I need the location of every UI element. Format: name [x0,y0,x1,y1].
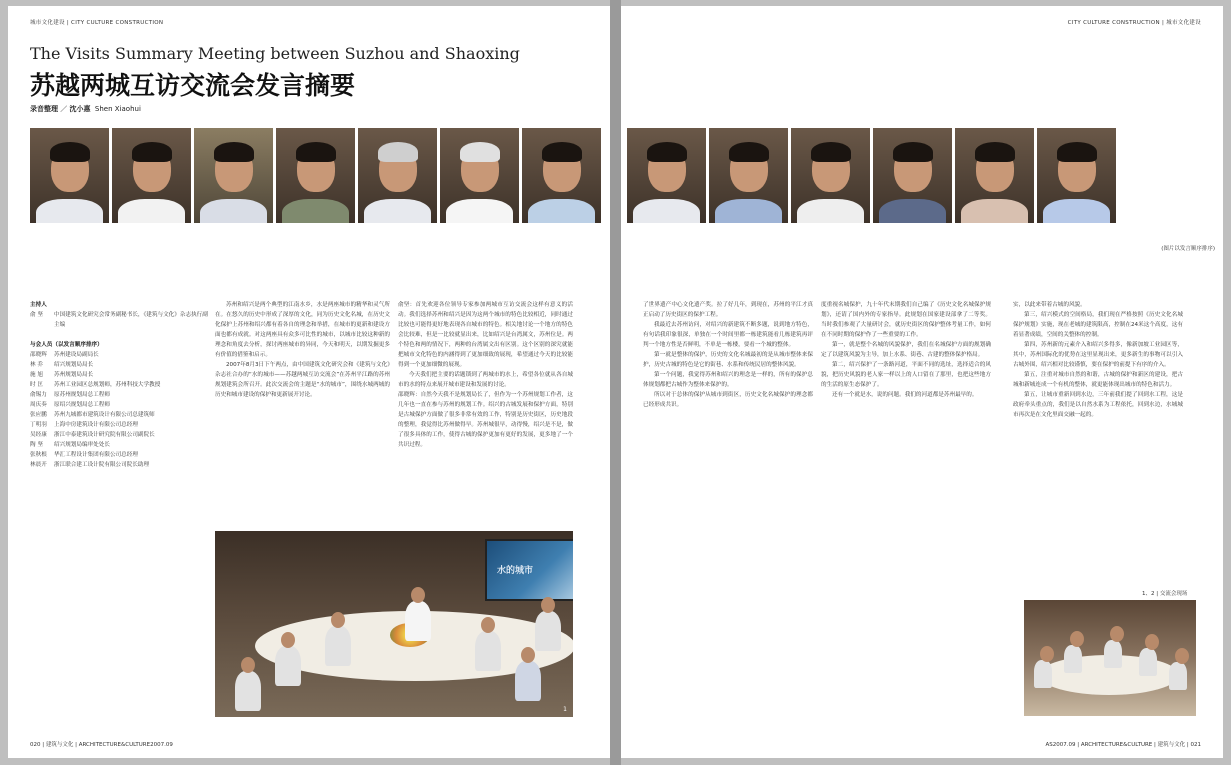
attendee-list [30,350,208,470]
speaker-portrait [112,128,191,223]
byline: 录音整理 ／ 沈小惠 Shen Xiaohui [30,105,141,113]
paragraph: 第五，注重对城市自然的和谐，古城的保护和新区的建设，把古城和新城连成一个有机的整体，就更能体现出城市的特色和活力。 [1013,372,1183,388]
attendee-row [30,440,208,450]
footer-right: AS2007.09 | ARCHITECTURE&CULTURE | 建筑与文化 | 021 [1045,742,1201,748]
speaker-portrait [194,128,273,223]
attendee-title: 浙江中泰建筑设计研究院有限公司副院长 [54,432,155,438]
speaker-portraits-right [627,128,1116,223]
projection-screen: 水的城市 [485,539,573,601]
paragraph: 所以对于总体的保护从城市到街区，历史文化名城保护的理念都已经形成共识。 [643,392,813,408]
meeting-photo [215,531,573,717]
speaker-portrait [791,128,870,223]
paragraph: 第三，绍兴模式的空间格局，我们现在严格按照《历史文化名城保护规划》实施，现在老城的建筑限高，控制在24米这个高度，这有着显著成绩，空间的关整体的控制。 [1013,312,1183,338]
participant-roster [30,300,208,470]
attendee-row [30,380,208,390]
attendee-title: 苏州工业园区总规划师，苏州科技大学教授 [54,382,161,388]
attendee-title: 苏州建设局副局长 [54,352,99,358]
paragraph: 第一个问题，我觉得苏州和绍兴的理念是一样的，所有的保护总体规划都把古城作为整体来保护的。 [643,372,813,388]
paragraph: 今天我们把主要的话题锁到了两城市的水上，希望各位就从各自城市的水的特点来展开城市建设和发展的讨论。 [398,372,573,388]
attendee-title: 苏州九城都市建筑设计有限公司总建筑师 [54,412,155,418]
portrait-caption: (图片以发言顺序排序) [1161,246,1215,252]
attendee-row [30,370,208,380]
attendee-row [30,350,208,360]
speaker-portrait [440,128,519,223]
attendee-title: 华汇工程设计集团有限公司总经理 [54,452,138,458]
attendee-title: 绍兴规划局局长 [54,362,94,368]
attendee-name: 丁明羽 [30,422,47,428]
byline-english: Shen Xiaohui [94,105,141,113]
attendee-title: 绍兴规划局编审处处长 [54,442,110,448]
paragraph: 我最近去苏州访问，对绍兴的新建筑不断多题，说到地方特色，有句话我印象很深，单独在一个时间里都一栋建筑能看几栋建筑再评判一个地方性是否鲜明，不单是一栋楼，要看一个城的整体。 [643,322,813,348]
host-title: 中国建筑文化研究会常务副秘书长，《建筑与文化》杂志执行副主编 [54,312,208,328]
speaker-portrait [955,128,1034,223]
running-head-left: 城市文化建设 | CITY CULTURE CONSTRUCTION [30,20,164,26]
running-head-right: CITY CULTURE CONSTRUCTION | 城市文化建设 [1067,20,1201,26]
speaker-portrait [522,128,601,223]
attendee-name: 林 乔 [30,362,43,368]
byline-label: 录音整理 [30,105,58,113]
attendee-name: 陶 坚 [30,442,43,448]
article-column-6 [1013,300,1183,585]
paragraph: 还有一个就是水，说的问题。我们的河道都是苏州最早的。 [832,392,978,398]
attendee-row [30,450,208,460]
paragraph: 第二，绍兴保护了一条路河道，平面不同的选址，选择适合的风貌，把历史风貌的老人家一样以上的人口留在了那里，也把这些地方的生活的原生态保护了。 [821,362,991,388]
attendee-row [30,420,208,430]
speaker-portrait [276,128,355,223]
speaker-portrait [627,128,706,223]
paragraph: 实，以此来带着古城的风貌。 [1013,302,1086,308]
spine-gutter [610,0,621,765]
attendee-name: 邵晓辉 [30,352,47,358]
attendee-heading: 与会人员（以发言顺序排序） [30,342,103,348]
attendee-row [30,390,208,400]
article-column-5 [821,300,991,720]
speaker-portrait [1037,128,1116,223]
attendee-title: 浙江联合建工设计院有限公司院长助理 [54,462,150,468]
host-heading: 主持人 [30,302,47,308]
speaker-portraits-left [30,128,601,223]
attendee-row [30,410,208,420]
attendee-name: 施 旭 [30,372,43,378]
paragraph: 第一就是整体的保护，历史的文化名城最初的是从城市整体来保护，历史古城的特色是它的街巷、水系和传统民居的整体风貌。 [643,352,813,368]
article-column-3 [398,300,573,530]
attendee-name: 林晨开 [30,462,47,468]
paragraph: 2007年8月3日下午两点，由中国建筑文化研究会和《建筑与文化》杂志社合办的“水的城市——苏越两城互访交流会”在苏州平江路的苏州规划建筑会所召开。此次交流会的主题是“水的城市”，围绕水城两城的历史和城市建设的保护和更新展开讨论。 [215,362,390,398]
attendee-row [30,360,208,370]
attendee-name: 时 匡 [30,382,43,388]
host-name: 俞 坚 [30,312,43,318]
right-page [621,6,1223,758]
attendee-name: 张秋根 [30,452,47,458]
photo-number: 1 [563,706,567,713]
chinese-title: 苏越两城互访交流会发言摘要 [30,71,356,100]
attendee-title: 原苏州规划局总工程师 [54,392,110,398]
paragraph: 第四，苏州新的元素介入和绍兴多得多，像新加坡工业园区等，其中，苏州国际化的优势在这里显现出来，更多新生的事物可以引入古城外围，绍兴相对比较谨慎，要在保护的前提下有序的介入。 [1013,342,1183,368]
attendee-row [30,460,208,470]
left-page [8,6,610,758]
article-column-2 [215,300,390,530]
speaker-portrait [30,128,109,223]
meeting-photo-2 [1024,600,1196,716]
speaker-portrait [358,128,437,223]
speaker-portrait [873,128,952,223]
attendee-title: 原绍兴规划局总工程师 [54,402,110,408]
attendee-row [30,400,208,410]
english-title: The Visits Summary Meeting between Suzhou and Shaoxing [30,44,520,63]
attendee-name: 俞锡力 [30,392,47,398]
byline-name: 沈小惠 [69,105,91,113]
paragraph: 邵晓辉：自然今天我不是规划局长了，但作为一个苏州规划工作者，这几年也一直在参与苏州的规划工作。绍兴的古城发展和保护方面，特别是古城保护方面做了很多非常有效的工作，特别是历史街区，历史地段的整理，我觉得比苏州做得早。苏州城很早，动得慢，绍兴是不是，做了很多具体的工作，使得古城的保护更加有更好的发展，更多地了一个共识过程。 [398,392,573,448]
speaker-portrait [709,128,788,223]
attendee-title: 苏州规划局局长 [54,372,94,378]
article-column-4 [643,300,813,720]
attendee-name: 张应鹏 [30,412,47,418]
paragraph: 第一，就是整个名城的风貌保护，我们在名城保护方面的规划确定了以建筑风貌为主导，加上水系、街巷、古建的整体保护格局。 [821,342,991,358]
paragraph: 俞坚：首先欢迎各位领导专家参加两城市互访交流会这样有意义的活动。我们选择苏州和绍兴是因为这两个城市的特色比较相近，同时通过比较也可能得更好地表现各自城市的特色。相关地讨论一个地方的特色会比较难，但是一比较就显出来，比如绍兴是台湾属文，苏州位是。两个特色和两的情况下，两种的台湾属文出有区别。这个区别的深究就能把城市文化特色的内涵得到了更加细致的展现，希望通过今天的比较能得到一个更加细微的展现。 [398,302,573,368]
paragraph: 第五，让城市重新回到水边，三年前我们提了回到水工程，这是政府牵头重点的，我们是以自然水系为工程依托，回到水边，水城城市再次是在文化里面交融一起的。 [1013,392,1183,418]
attendee-name: 周庆奏 [30,402,47,408]
paragraph: 苏州和绍兴是两个典型的江南水乡，水是两座城市的精华和灵气所在。在悠久的历史中形成了深厚的文化，同为历史文化名城，在历史文化保护上苏州和绍兴都有着各自的理念和举措，在城市的更新和建设方面也都有成就。对这两座具有众多可比性的城市，以城市比较这种新的理念和角度去分析，探讨两座城市的异同，今天和明天，以期发掘更多有价值的借鉴和启示。 [215,302,390,358]
meeting-photo-caption: 1、2 | 交流会现场 [1142,591,1188,597]
attendee-title: 上海中房建筑设计有限公司总经理 [54,422,138,428]
paragraph: 了世界遗产中心文化遗产奖。拉了好几年，到现在，苏州的平江才真正启动了历史街区的保护工程。 [643,302,813,318]
attendee-name: 吴经康 [30,432,47,438]
paragraph: 度重视名城保护，九十年代末期我们自己编了《历史文化名城保护规划》，还请了国内外的专家指导。此规划在国家建设部拿了二等奖。当时我们参观了大量研讨会，就历史街区的保护整体考量工作，如何在不同时期的保护作了一些重要的工作。 [821,302,991,338]
host-row [30,310,208,330]
footer-left: 020 | 建筑与文化 | ARCHITECTURE&CULTURE2007.09 [30,742,173,748]
attendee-row [30,430,208,440]
